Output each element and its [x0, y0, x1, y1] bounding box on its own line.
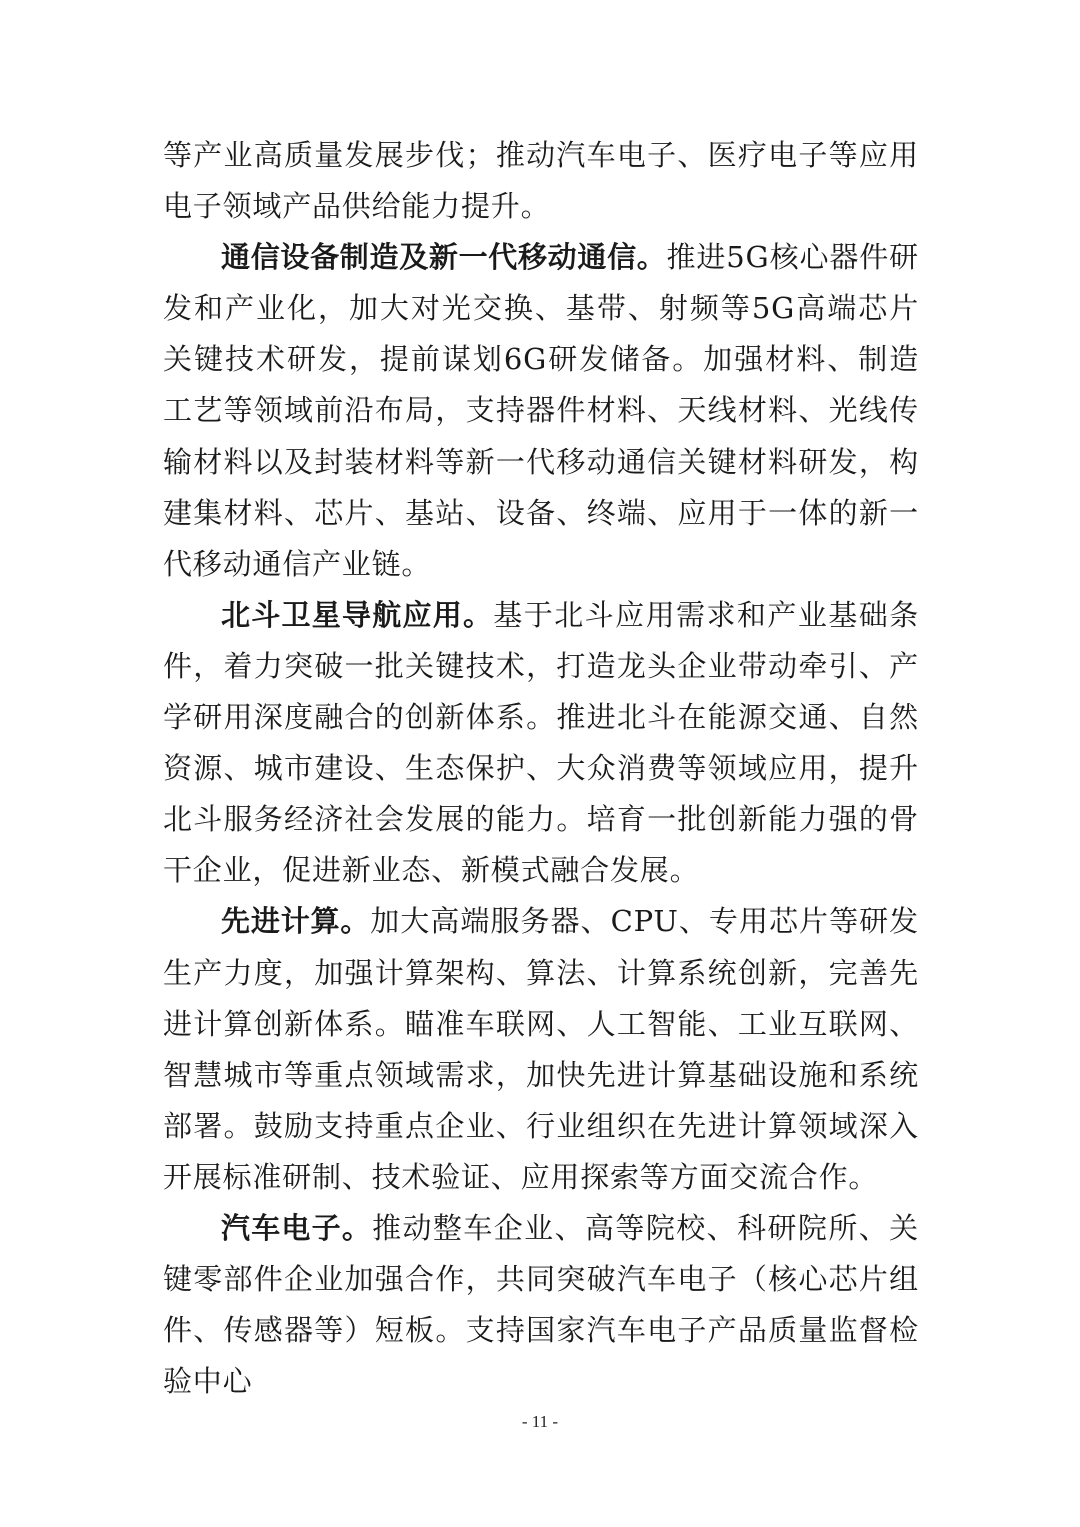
section-heading: 先进计算。	[221, 904, 371, 939]
body-text	[163, 130, 919, 1407]
paragraph-communication-equipment	[163, 232, 919, 590]
paragraph-body: 推进5G核心器件研发和产业化，加大对光交换、基带、射频等5G高端芯片关键技术研发，提前谋划6G研发储备。加强材料、制造工艺等领域前沿布局，支持器件材料、天线材料、光线传输材料以及封装材料等新一代移动通信关键材料研发，构建集材料、芯片、基站、设备、终端、应用于一体的新一代移动通信产业链。	[163, 240, 919, 581]
paragraph-body: 等产业高质量发展步伐；推动汽车电子、医疗电子等应用电子领域产品供给能力提升。	[163, 138, 919, 224]
section-heading: 汽车电子。	[221, 1210, 373, 1245]
paragraph-automotive-electronics	[163, 1203, 919, 1407]
paragraph-advanced-computing	[163, 896, 919, 1203]
paragraph-beidou-navigation	[163, 590, 919, 897]
paragraph-body: 加大高端服务器、CPU、专用芯片等研发生产力度，加强计算架构、算法、计算系统创新，完善先进计算创新体系。瞄准车联网、人工智能、工业互联网、智慧城市等重点领域需求，加快先进计算基础设施和系统部署。鼓励支持重点企业、行业组织在先进计算领域深入开展标准研制、技术验证、应用探索等方面交流合作。	[163, 904, 919, 1194]
paragraph-body: 推动整车企业、高等院校、科研院所、关键零部件企业加强合作，共同突破汽车电子（核心芯片组件、传感器等）短板。支持国家汽车电子产品质量监督检验中心	[163, 1210, 919, 1399]
section-heading: 通信设备制造及新一代移动通信。	[221, 240, 667, 275]
paragraph-body: 基于北斗应用需求和产业基础条件，着力突破一批关键技术，打造龙头企业带动牵引、产学研用深度融合的创新体系。推进北斗在能源交通、自然资源、城市建设、生态保护、大众消费等领域应用，提升北斗服务经济社会发展的能力。培育一批创新能力强的骨干企业，促进新业态、新模式融合发展。	[163, 597, 920, 888]
page-number: - 11 -	[521, 1412, 559, 1431]
section-heading: 北斗卫星导航应用。	[221, 597, 494, 632]
paragraph-continuation	[163, 130, 919, 232]
